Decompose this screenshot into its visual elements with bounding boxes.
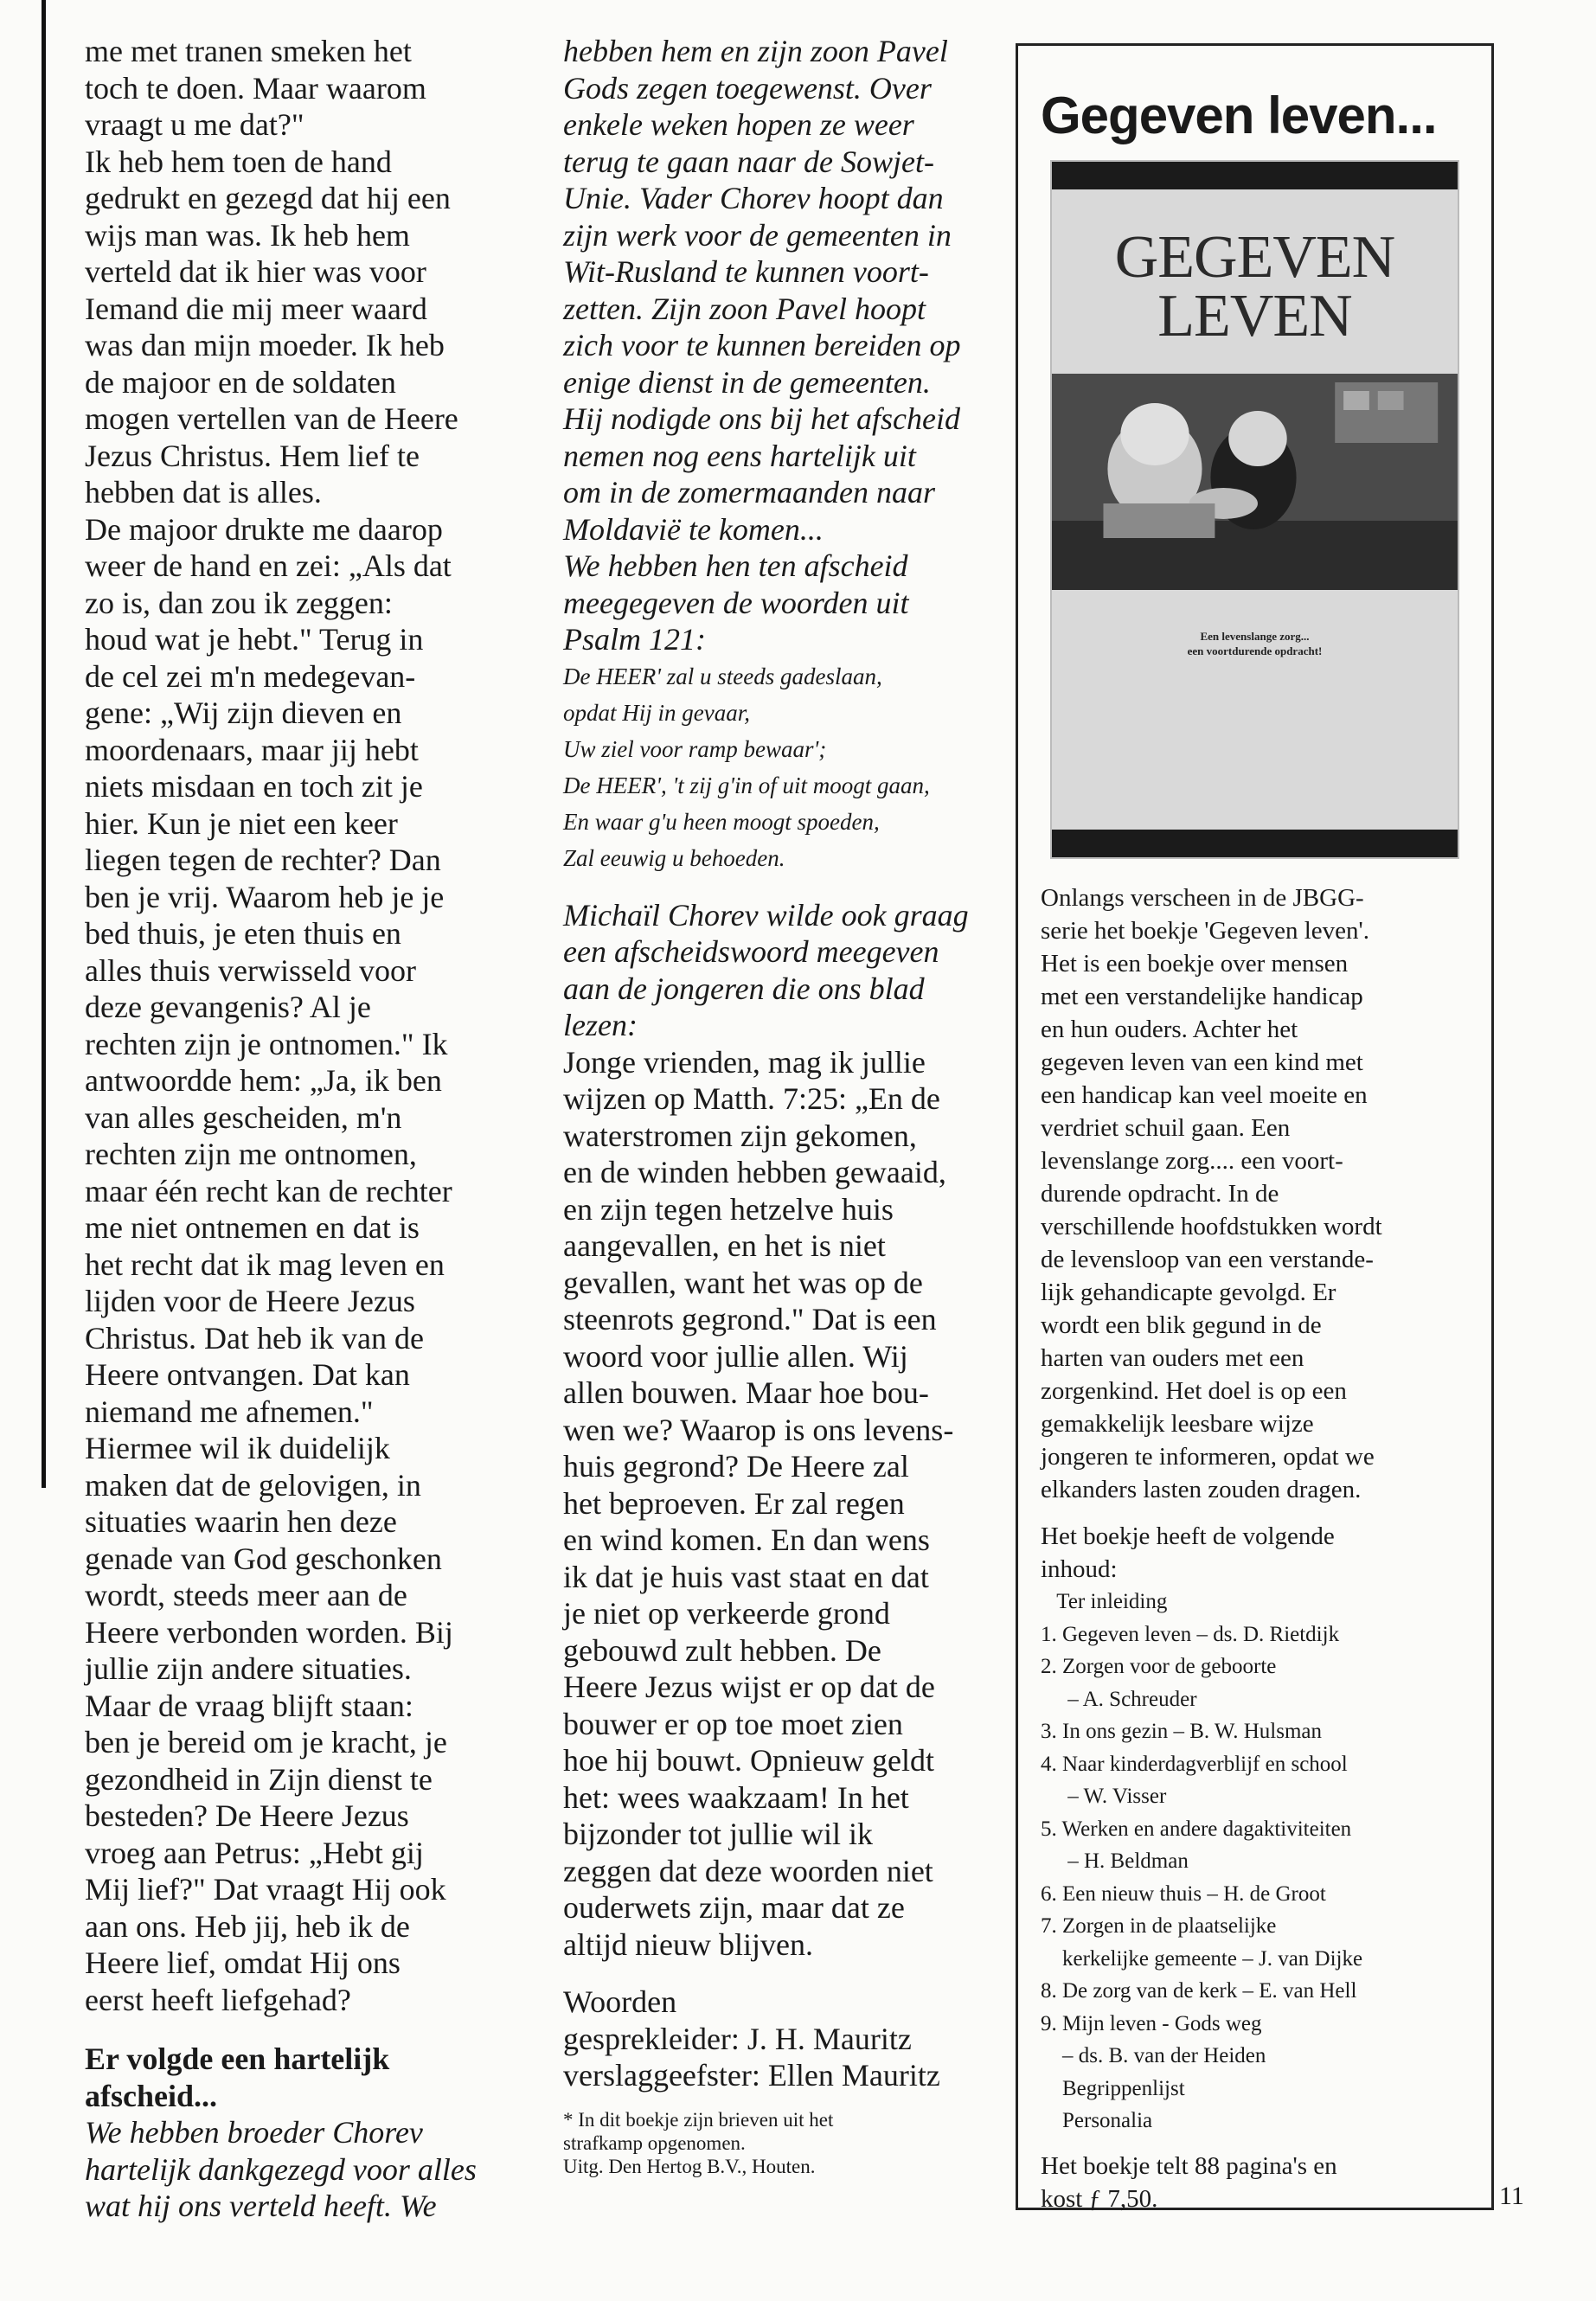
text-line: het recht dat ik mag leven en bbox=[85, 1247, 445, 1282]
margin-bar bbox=[42, 0, 46, 1488]
list-item: kerkelijke gemeente – J. van Dijke bbox=[1041, 1946, 1363, 1971]
text-line: Maar de vraag blijft staan: bbox=[85, 1688, 413, 1723]
column-2-body bbox=[563, 1044, 996, 1964]
text-line: En waar g'u heen moogt spoeden, bbox=[563, 808, 880, 835]
text-line: Er volgde een hartelijk bbox=[85, 2041, 390, 2076]
text-line: en wind komen. En dan wens bbox=[563, 1522, 930, 1557]
list-item: 3. In ons gezin – B. W. Hulsman bbox=[1041, 1720, 1322, 1743]
list-item: 7. Zorgen in de plaatselijke bbox=[1041, 1914, 1277, 1938]
text-line: Onlangs verscheen in de JBGG- bbox=[1041, 884, 1364, 912]
text-line: woord voor jullie allen. Wij bbox=[563, 1338, 908, 1374]
text-line: ben je bereid om je kracht, je bbox=[85, 1725, 447, 1759]
text-line: aan de jongeren die ons blad bbox=[563, 971, 925, 1006]
cover-title-line1: GEGEVEN bbox=[1114, 224, 1395, 291]
text-line: zo is, dan zou ik zeggen: bbox=[85, 585, 393, 620]
text-line: alles thuis verwisseld voor bbox=[85, 952, 416, 988]
text-line: toch te doen. Maar waarom bbox=[85, 70, 426, 106]
list-item: 4. Naar kinderdagverblijf en school bbox=[1041, 1752, 1348, 1776]
book-price-info bbox=[1041, 2150, 1477, 2215]
text-line: wordt, steeds meer aan de bbox=[85, 1578, 407, 1612]
text-line: We hebben broeder Chorev bbox=[85, 2115, 423, 2150]
text-line: durende opdracht. In de bbox=[1041, 1180, 1279, 1208]
text-line: huis gegrond? De Heere zal bbox=[563, 1449, 909, 1484]
list-item: 9. Mijn leven - Gods weg bbox=[1041, 2011, 1262, 2035]
text-line: gemakkelijk leesbare wijze bbox=[1041, 1410, 1314, 1438]
list-item: Ter inleiding bbox=[1041, 1590, 1168, 1613]
text-line: Wit-Rusland te kunnen voort- bbox=[563, 254, 929, 289]
book-cover-image bbox=[1050, 160, 1459, 859]
text-line: Heere Jezus wijst er op dat de bbox=[563, 1670, 935, 1704]
text-line: elkanders lasten zouden dragen. bbox=[1041, 1476, 1362, 1503]
text-line: De HEER' zal u steeds gadeslaan, bbox=[563, 663, 882, 689]
text-line: rechten zijn me ontnomen, bbox=[85, 1137, 417, 1171]
text-line: vroeg aan Petrus: „Hebt gij bbox=[85, 1835, 424, 1870]
text-line: verdriet schuil gaan. Een bbox=[1041, 1114, 1291, 1142]
text-line: en de winden hebben gewaaid, bbox=[563, 1155, 946, 1189]
text-line: hebben hem en zijn zoon Pavel bbox=[563, 34, 948, 68]
cover-title-line2: LEVEN bbox=[1157, 283, 1352, 349]
text-line: Jezus Christus. Hem lief te bbox=[85, 438, 420, 473]
text-line: enkele weken hopen ze weer bbox=[563, 107, 914, 142]
text-line: Heere ontvangen. Dat kan bbox=[85, 1357, 410, 1392]
text-line: deze gevangenis? Al je bbox=[85, 990, 371, 1024]
text-line: Hij nodigde ons bij het afscheid bbox=[563, 401, 960, 436]
text-line: strafkamp opgenomen. bbox=[563, 2131, 746, 2154]
list-item: 2. Zorgen voor de geboorte bbox=[1041, 1655, 1277, 1678]
text-line: verschillende hoofdstukken wordt bbox=[1041, 1213, 1382, 1240]
list-item: – H. Beldman bbox=[1041, 1849, 1189, 1873]
text-line: bed thuis, je eten thuis en bbox=[85, 916, 401, 951]
text-line: Michaïl Chorev wilde ook graag bbox=[563, 897, 969, 933]
text-line: levenslange zorg.... een voort- bbox=[1041, 1147, 1343, 1175]
text-line: de levensloop van een verstande- bbox=[1041, 1246, 1374, 1273]
text-line: niets misdaan en toch zit je bbox=[85, 769, 423, 804]
text-line: meegegeven de woorden uit bbox=[563, 585, 909, 620]
table-of-contents bbox=[1041, 1586, 1477, 2138]
text-line: situaties waarin hen deze bbox=[85, 1504, 397, 1539]
column-2 bbox=[563, 33, 996, 2178]
text-line: Unie. Vader Chorev hoopt dan bbox=[563, 181, 944, 215]
footnote bbox=[563, 2108, 996, 2178]
text-line: zorgenkind. Het doel is op een bbox=[1041, 1377, 1347, 1405]
text-line: harten van ouders met een bbox=[1041, 1344, 1304, 1372]
psalm-quote bbox=[563, 658, 996, 876]
text-line: wijs man was. Ik heb hem bbox=[85, 217, 410, 253]
text-line: Uw ziel voor ramp bewaar'; bbox=[563, 735, 827, 762]
text-line: ik dat je huis vast staat en dat bbox=[563, 1559, 929, 1594]
text-line: Heere verbonden worden. Bij bbox=[85, 1614, 453, 1650]
text-line: genade van God geschonken bbox=[85, 1541, 442, 1576]
cover-bottom-band bbox=[1052, 830, 1458, 857]
text-line: opdat Hij in gevaar, bbox=[563, 699, 750, 726]
text-line: Moldavië te komen... bbox=[563, 511, 824, 547]
text-line: ben je vrij. Waarom heb je je bbox=[85, 879, 445, 914]
text-line: was dan mijn moeder. Ik heb bbox=[85, 328, 445, 362]
text-line: van alles gescheiden, m'n bbox=[85, 1099, 402, 1135]
text-line: We hebben hen ten afscheid bbox=[563, 548, 908, 583]
text-line: jullie zijn andere situaties. bbox=[85, 1651, 412, 1686]
text-line: gene: „Wij zijn dieven en bbox=[85, 695, 402, 730]
text-line: inhoud: bbox=[1041, 1555, 1118, 1583]
text-line: verteld dat ik hier was voor bbox=[85, 254, 426, 289]
text-line: en hun ouders. Achter het bbox=[1041, 1016, 1298, 1043]
text-line: met een verstandelijke handicap bbox=[1041, 983, 1363, 1010]
text-line: gesprekleider: J. H. Mauritz bbox=[563, 2021, 912, 2056]
children-photo-icon bbox=[1052, 374, 1458, 590]
column-1-italic-text bbox=[85, 2114, 526, 2225]
text-line: aan ons. Heb jij, heb ik de bbox=[85, 1908, 410, 1944]
list-item: – A. Schreuder bbox=[1041, 1687, 1197, 1711]
text-line: * In dit boekje zijn brieven uit het bbox=[563, 2108, 834, 2131]
text-line: en zijn tegen hetzelve huis bbox=[563, 1191, 894, 1227]
text-line: de majoor en de soldaten bbox=[85, 364, 396, 400]
text-line: houd wat je hebt." Terug in bbox=[85, 622, 424, 657]
text-line: Zal eeuwig u behoeden. bbox=[563, 844, 785, 871]
text-line: zeggen dat deze woorden niet bbox=[563, 1853, 933, 1888]
text-line: Het is een boekje over mensen bbox=[1041, 950, 1349, 977]
text-line: gegeven leven van een kind met bbox=[1041, 1048, 1363, 1076]
credits bbox=[563, 1984, 996, 2094]
cover-subtitle: Een levenslange zorg... een voortdurende opdracht! bbox=[1187, 630, 1323, 657]
book-sidebar bbox=[1016, 43, 1494, 2213]
text-line: lijden voor de Heere Jezus bbox=[85, 1284, 415, 1318]
text-line: Uitg. Den Hertog B.V., Houten. bbox=[563, 2155, 816, 2177]
text-line: het: wees waakzaam! In het bbox=[563, 1779, 909, 1815]
text-line: gezondheid in Zijn dienst te bbox=[85, 1761, 433, 1797]
sidebar-body bbox=[1041, 881, 1477, 2215]
text-line: de cel zei m'n medegevan- bbox=[85, 658, 416, 694]
text-line: bijzonder tot jullie wil ik bbox=[563, 1817, 873, 1851]
text-line: waterstromen zijn gekomen, bbox=[563, 1118, 917, 1153]
text-line: een afscheidswoord meegeven bbox=[563, 934, 939, 969]
text-line: Het boekje heeft de volgende bbox=[1041, 1522, 1335, 1550]
list-item: 1. Gegeven leven – ds. D. Rietdijk bbox=[1041, 1622, 1340, 1646]
text-line: weer de hand en zei: „Als dat bbox=[85, 548, 452, 583]
text-line: Gods zegen toegewenst. Over bbox=[563, 70, 932, 106]
list-item: – W. Visser bbox=[1041, 1785, 1167, 1808]
farewell-intro bbox=[563, 897, 996, 1044]
section-heading bbox=[85, 2041, 526, 2114]
list-item: Personalia bbox=[1041, 2109, 1153, 2132]
text-line: maken dat de gelovigen, in bbox=[85, 1467, 421, 1503]
book-description bbox=[1041, 881, 1477, 1506]
text-line: Mij lief?" Dat vraagt Hij ook bbox=[85, 1872, 446, 1907]
text-line: besteden? De Heere Jezus bbox=[85, 1798, 409, 1833]
sidebar-title: Gegeven leven... bbox=[1041, 87, 1437, 144]
text-line: kost ƒ 7,50. bbox=[1041, 2184, 1158, 2213]
text-line: Jonge vrienden, mag ik jullie bbox=[563, 1044, 926, 1080]
text-line: mogen vertellen van de Heere bbox=[85, 401, 458, 436]
text-line: eerst heeft liefgehad? bbox=[85, 1982, 351, 2017]
text-line: om in de zomermaanden naar bbox=[563, 475, 935, 510]
text-line: liegen tegen de rechter? Dan bbox=[85, 843, 441, 877]
text-line: afscheid... bbox=[85, 2078, 217, 2113]
text-line: terug te gaan naar de Sowjet- bbox=[563, 144, 934, 179]
contents-intro bbox=[1041, 1520, 1477, 1586]
list-item: 6. Een nieuw thuis – H. de Groot bbox=[1041, 1881, 1326, 1906]
column-1-body bbox=[85, 33, 526, 2018]
text-line: hartelijk dankgezegd voor alles bbox=[85, 2151, 477, 2187]
text-line: je niet op verkeerde grond bbox=[563, 1596, 890, 1631]
column-1 bbox=[85, 33, 526, 2225]
text-line: De majoor drukte me daarop bbox=[85, 511, 443, 547]
text-line: hier. Kun je niet een keer bbox=[85, 805, 398, 841]
text-line: hoe hij bouwt. Opnieuw geldt bbox=[563, 1743, 934, 1778]
cover-top-band bbox=[1052, 162, 1458, 189]
text-line: verslaggeefster: Ellen Mauritz bbox=[563, 2058, 940, 2093]
text-line: antwoordde hem: „Ja, ik ben bbox=[85, 1063, 442, 1098]
text-line: hebben dat is alles. bbox=[85, 475, 322, 510]
text-line: De HEER', 't zij g'in of uit moogt gaan, bbox=[563, 772, 930, 798]
text-line: rechten zijn je ontnomen." Ik bbox=[85, 1026, 448, 1061]
text-line: steenrots gegrond." Dat is een bbox=[563, 1302, 937, 1336]
text-line: serie het boekje 'Gegeven leven'. bbox=[1041, 917, 1370, 945]
text-line: aangevallen, en het is niet bbox=[563, 1228, 886, 1263]
text-line: Ik heb hem toen de hand bbox=[85, 144, 392, 179]
text-line: Het boekje telt 88 pagina's en bbox=[1041, 2151, 1337, 2180]
text-line: niemand me afnemen." bbox=[85, 1394, 374, 1429]
text-line: lezen: bbox=[563, 1008, 638, 1042]
text-line: altijd nieuw blijven. bbox=[563, 1926, 813, 1962]
text-line: lijk gehandicapte gevolgd. Er bbox=[1041, 1279, 1336, 1306]
text-line: Christus. Dat heb ik van de bbox=[85, 1320, 424, 1356]
text-line: Psalm 121: bbox=[563, 622, 706, 657]
text-line: moordenaars, maar jij hebt bbox=[85, 732, 419, 767]
text-line: Hiermee wil ik duidelijk bbox=[85, 1431, 390, 1465]
text-line: gedrukt en gezegd dat hij een bbox=[85, 181, 451, 215]
text-line: allen bouwen. Maar hoe bou- bbox=[563, 1375, 929, 1410]
list-item: Begrippenlijst bbox=[1041, 2076, 1185, 2100]
text-line: ouderwets zijn, maar dat ze bbox=[563, 1890, 905, 1925]
text-line: me met tranen smeken het bbox=[85, 34, 412, 68]
text-line: jongeren te informeren, opdat we bbox=[1041, 1443, 1375, 1471]
text-line: zich voor te kunnen bereiden op bbox=[563, 328, 961, 362]
text-line: Heere lief, omdat Hij ons bbox=[85, 1945, 401, 1980]
text-line: maar één recht kan de rechter bbox=[85, 1173, 452, 1208]
list-item: 5. Werken en andere dagaktiviteiten bbox=[1041, 1817, 1352, 1841]
text-line: zetten. Zijn zoon Pavel hoopt bbox=[563, 291, 926, 326]
list-item: – ds. B. van der Heiden bbox=[1041, 2044, 1266, 2067]
text-line: het beproeven. Er zal regen bbox=[563, 1485, 905, 1521]
cover-photo bbox=[1052, 374, 1458, 590]
text-line: bouwer er op toe moet zien bbox=[563, 1706, 903, 1741]
text-line: wijzen op Matth. 7:25: „En de bbox=[563, 1081, 940, 1116]
text-line: me niet ontnemen en dat is bbox=[85, 1210, 420, 1245]
text-line: enige dienst in de gemeenten. bbox=[563, 364, 931, 400]
text-line: nemen nog eens hartelijk uit bbox=[563, 438, 916, 473]
text-line: wen we? Waarop is ons levens- bbox=[563, 1412, 954, 1447]
text-line: wat hij ons verteld heeft. We bbox=[85, 2189, 437, 2223]
text-line: Woorden bbox=[563, 1984, 677, 2019]
text-line: een handicap kan veel moeite en bbox=[1041, 1081, 1368, 1109]
text-line: wordt een blik gegund in de bbox=[1041, 1311, 1322, 1339]
text-line: vraagt u me dat?" bbox=[85, 107, 304, 142]
text-line: zijn werk voor de gemeenten in bbox=[563, 217, 952, 253]
page-number: 11 bbox=[1499, 2182, 1524, 2210]
list-item: 8. De zorg van de kerk – E. van Hell bbox=[1041, 1979, 1357, 2003]
text-line: gebouwd zult hebben. De bbox=[563, 1632, 881, 1668]
column-2-italic-text bbox=[563, 33, 996, 658]
text-line: gevallen, want het was op de bbox=[563, 1265, 923, 1300]
text-line: Iemand die mij meer waard bbox=[85, 291, 427, 326]
